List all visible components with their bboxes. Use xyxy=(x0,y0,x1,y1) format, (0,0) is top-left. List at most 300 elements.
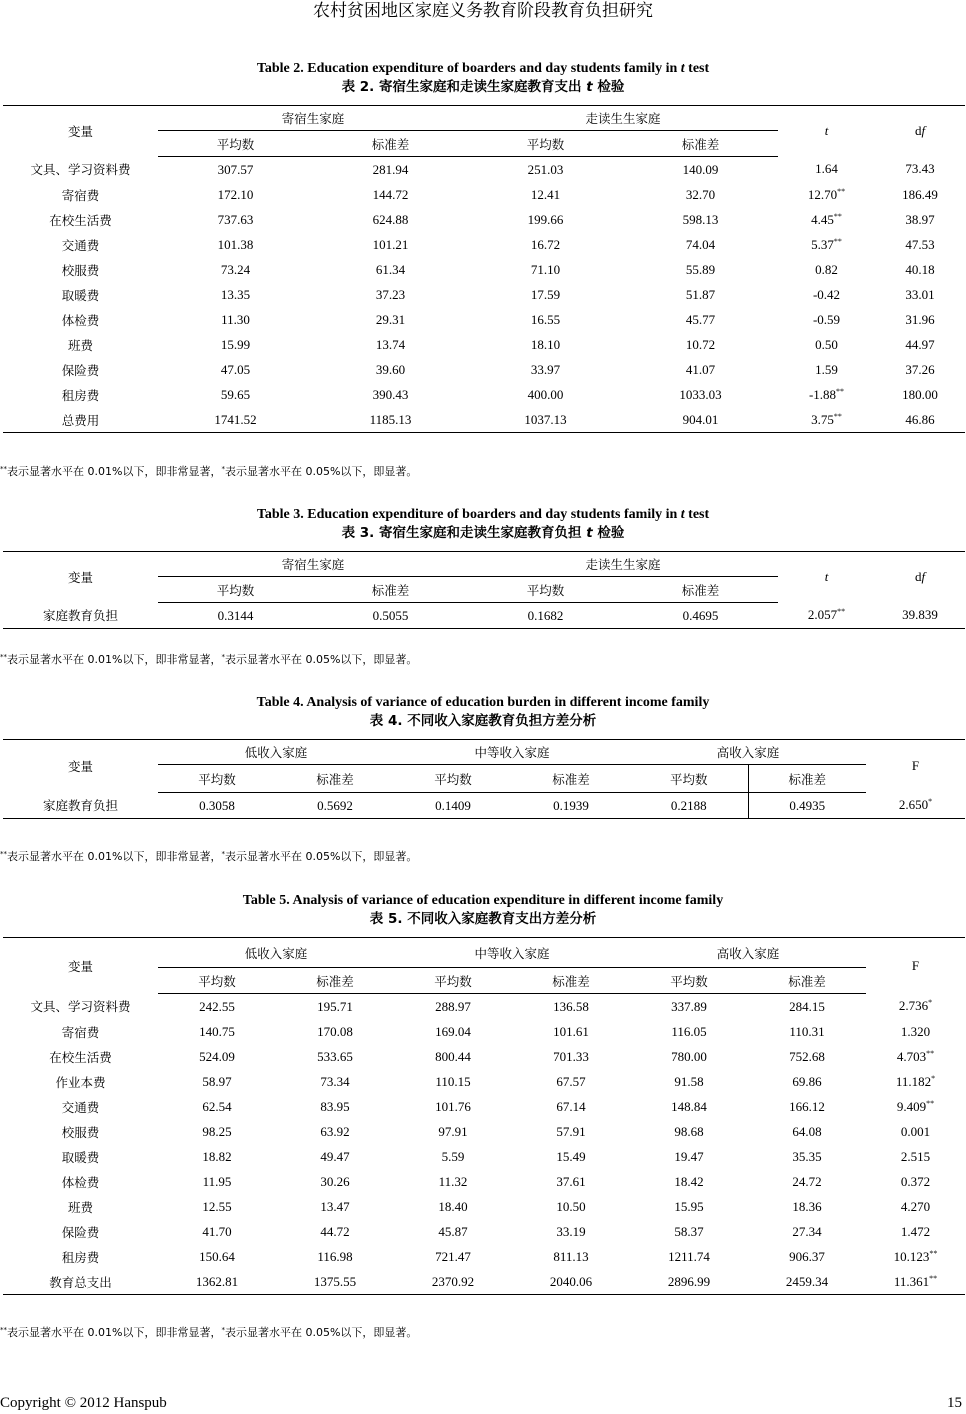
table-row xyxy=(3,1019,965,1044)
header-mean: 平均数 xyxy=(158,968,276,994)
table-3-note: **表示显著水平在 0.01%以下，即非常显著，*表示显著水平在 0.05%以下，即显著。 xyxy=(0,653,418,666)
table-3-caption-zh: 表 3. 寄宿生家庭和走读生家庭教育负担 t 检验 xyxy=(341,525,625,541)
table-5-caption-en: Table 5. Analysis of variance of education expenditure in different income family xyxy=(242,893,724,908)
significance-mark: ** xyxy=(833,211,842,221)
row-label: 寄宿费 xyxy=(61,187,100,203)
row-label: 交通费 xyxy=(61,237,100,253)
header-group-low-income: 低收入家庭 xyxy=(158,938,394,968)
cell-df: 46.86 xyxy=(875,407,965,433)
statistic-value: 2.057 xyxy=(807,607,838,623)
header-mean: 平均数 xyxy=(630,968,748,994)
table-row xyxy=(3,1119,965,1144)
cell-value: 41.07 xyxy=(685,361,716,377)
cell-value: 780.00 xyxy=(671,1048,707,1064)
row-label: 校服费 xyxy=(61,262,100,278)
row-label: 保险费 xyxy=(61,362,100,378)
cell-value: 41.70 xyxy=(202,1223,232,1239)
cell-value: 101.38 xyxy=(217,236,254,252)
cell-value: 1362.81 xyxy=(158,1269,276,1295)
row-label: 租房费 xyxy=(61,387,100,403)
cell-value: 35.35 xyxy=(792,1148,822,1164)
cell-value: 18.82 xyxy=(202,1148,232,1164)
cell-statistic xyxy=(866,1044,965,1069)
header-df: df xyxy=(875,552,965,603)
significance-mark: ** xyxy=(926,1048,935,1058)
cell-df: 33.01 xyxy=(905,286,935,302)
cell-value: 148.84 xyxy=(671,1098,707,1114)
header-variable: 变量 xyxy=(3,552,158,603)
cell-value: 752.68 xyxy=(789,1048,825,1064)
table-row xyxy=(3,257,965,282)
cell-value: 904.01 xyxy=(623,407,778,433)
row-label: 文具、学习资料费 xyxy=(30,162,131,178)
cell-value: 110.15 xyxy=(435,1073,471,1089)
cell-statistic xyxy=(866,793,965,819)
cell-value: 15.49 xyxy=(556,1148,586,1164)
cell-statistic xyxy=(778,407,875,433)
cell-statistic xyxy=(778,157,875,183)
cell-value: 737.63 xyxy=(217,211,254,227)
cell-value: 195.71 xyxy=(317,998,353,1014)
cell-value: 58.37 xyxy=(674,1223,704,1239)
cell-value: 172.10 xyxy=(217,186,254,202)
cell-value: 110.31 xyxy=(789,1023,825,1039)
cell-value: 1033.03 xyxy=(679,386,722,402)
cell-statistic xyxy=(778,307,875,332)
statistic-value: 5.37 xyxy=(811,236,834,252)
cell-value: 33.19 xyxy=(556,1223,586,1239)
header-group-day-students: 走读生生家庭 xyxy=(468,106,778,131)
table-2-caption-zh: 表 2. 寄宿生家庭和走读生家庭教育支出 t 检验 xyxy=(341,79,625,95)
cell-value: 37.61 xyxy=(556,1173,586,1189)
cell-value: 598.13 xyxy=(682,211,719,227)
table-2-block xyxy=(0,60,966,433)
header-mean: 平均数 xyxy=(158,577,313,603)
table-2-caption-en: Table 2. Education expenditure of boarders and day students family in t test xyxy=(256,61,710,76)
significance-mark: ** xyxy=(837,607,846,617)
cell-value: 524.09 xyxy=(199,1048,235,1064)
header-mean: 平均数 xyxy=(158,131,313,157)
cell-statistic xyxy=(778,382,875,407)
statistic-value: 0.001 xyxy=(900,1123,931,1139)
cell-value: 97.91 xyxy=(438,1123,468,1139)
cell-value: 69.86 xyxy=(792,1073,822,1089)
row-label: 在校生活费 xyxy=(49,1049,112,1065)
cell-value: 45.87 xyxy=(438,1223,468,1239)
header-mean: 平均数 xyxy=(468,577,623,603)
cell-value: 1211.74 xyxy=(668,1248,710,1264)
header-sd: 标准差 xyxy=(748,765,866,793)
cell-value: 288.97 xyxy=(435,998,471,1014)
significance-mark: ** xyxy=(929,1273,938,1283)
table-row xyxy=(3,1269,965,1295)
statistic-value: -0.59 xyxy=(812,311,841,327)
cell-df: 37.26 xyxy=(905,361,935,377)
cell-value: 73.34 xyxy=(320,1073,350,1089)
table-row xyxy=(3,603,965,629)
statistic-value: 2.736 xyxy=(898,998,929,1014)
cell-value: 98.25 xyxy=(202,1123,232,1139)
cell-df: 40.18 xyxy=(905,261,935,277)
statistic-value: 10.123 xyxy=(893,1248,930,1264)
table-5-block xyxy=(0,892,966,1295)
cell-value: 59.65 xyxy=(220,386,251,402)
cell-df: 38.97 xyxy=(905,211,935,227)
cell-statistic xyxy=(778,207,875,232)
header-group-middle-income: 中等收入家庭 xyxy=(394,740,630,765)
cell-value: 0.1939 xyxy=(512,793,630,819)
table-4-note: **表示显著水平在 0.01%以下，即非常显著，*表示显著水平在 0.05%以下，即显著。 xyxy=(0,850,418,863)
table-row xyxy=(3,207,965,232)
cell-value: 45.77 xyxy=(685,311,716,327)
table-4-caption-en: Table 4. Analysis of variance of education burden in different income family xyxy=(256,695,710,710)
row-label: 班费 xyxy=(67,1199,93,1215)
cell-value: 73.24 xyxy=(220,261,251,277)
cell-value: 116.98 xyxy=(317,1248,353,1264)
cell-value: 16.55 xyxy=(530,311,561,327)
statistic-value: 9.409 xyxy=(896,1098,927,1114)
header-sd: 标准差 xyxy=(276,968,394,994)
cell-value: 101.76 xyxy=(435,1098,471,1114)
table-row xyxy=(3,307,965,332)
cell-value: 170.08 xyxy=(317,1023,353,1039)
table-5-caption-zh: 表 5. 不同收入家庭教育支出方差分析 xyxy=(369,911,597,927)
cell-value: 15.95 xyxy=(674,1198,704,1214)
table-row xyxy=(3,357,965,382)
cell-value: 74.04 xyxy=(685,236,716,252)
header-sd: 标准差 xyxy=(623,577,778,603)
header-group-boarders: 寄宿生家庭 xyxy=(158,552,468,577)
cell-statistic xyxy=(866,1244,965,1269)
cell-value: 13.74 xyxy=(375,336,406,352)
cell-value: 64.08 xyxy=(792,1123,822,1139)
cell-statistic xyxy=(866,1169,965,1194)
cell-value: 18.36 xyxy=(792,1198,822,1214)
statistic-value: 2.650 xyxy=(898,797,929,813)
cell-value: 2370.92 xyxy=(394,1269,512,1295)
row-label: 校服费 xyxy=(61,1124,100,1140)
cell-statistic xyxy=(778,257,875,282)
cell-value: 98.68 xyxy=(674,1123,704,1139)
cell-value: 37.23 xyxy=(375,286,406,302)
statistic-value: 3.75 xyxy=(811,411,834,427)
cell-value: 18.10 xyxy=(530,336,561,352)
table-row xyxy=(3,994,965,1020)
significance-mark: ** xyxy=(833,411,842,421)
cell-value: 1741.52 xyxy=(158,407,313,433)
cell-value: 166.12 xyxy=(789,1098,825,1114)
statistic-value: 4.45 xyxy=(811,211,834,227)
header-group-day-students: 走读生生家庭 xyxy=(468,552,778,577)
cell-value: 71.10 xyxy=(530,261,561,277)
header-sd: 标准差 xyxy=(276,765,394,793)
cell-value: 0.4935 xyxy=(748,793,866,819)
table-row xyxy=(3,793,965,819)
cell-value: 0.2188 xyxy=(630,793,748,819)
header-mean: 平均数 xyxy=(630,765,748,793)
cell-value: 701.33 xyxy=(553,1048,589,1064)
cell-value: 101.61 xyxy=(553,1023,589,1039)
header-group-high-income: 高收入家庭 xyxy=(630,740,866,765)
table-row xyxy=(3,282,965,307)
cell-statistic xyxy=(866,1144,965,1169)
cell-value: 10.72 xyxy=(685,336,716,352)
table-2 xyxy=(3,105,965,433)
cell-value: 2896.99 xyxy=(630,1269,748,1295)
cell-statistic xyxy=(866,1069,965,1094)
table-row xyxy=(3,1094,965,1119)
header-variable: 变量 xyxy=(3,938,158,994)
cell-value: 0.5055 xyxy=(313,603,468,629)
cell-statistic xyxy=(778,282,875,307)
significance-mark: ** xyxy=(929,1248,938,1258)
header-t: t xyxy=(778,552,875,603)
cell-value: 906.37 xyxy=(789,1248,825,1264)
cell-value: 307.57 xyxy=(217,161,254,177)
cell-statistic xyxy=(866,994,965,1020)
header-sd: 标准差 xyxy=(313,131,468,157)
cell-value: 811.13 xyxy=(553,1248,589,1264)
cell-value: 18.40 xyxy=(438,1198,468,1214)
row-label: 家庭教育负担 xyxy=(3,793,158,819)
row-label: 体检费 xyxy=(61,312,100,328)
header-f: F xyxy=(866,938,965,994)
cell-value: 83.95 xyxy=(320,1098,350,1114)
cell-statistic xyxy=(866,1094,965,1119)
table-row xyxy=(3,1194,965,1219)
cell-value: 140.75 xyxy=(199,1023,235,1039)
cell-df: 44.97 xyxy=(905,336,935,352)
cell-value: 144.72 xyxy=(372,186,409,202)
table-row xyxy=(3,407,965,433)
cell-value: 17.59 xyxy=(530,286,561,302)
cell-value: 400.00 xyxy=(527,386,564,402)
table-row xyxy=(3,1069,965,1094)
cell-value: 1037.13 xyxy=(468,407,623,433)
statistic-value: 0.50 xyxy=(815,336,838,352)
header-variable: 变量 xyxy=(3,740,158,793)
cell-value: 2040.06 xyxy=(512,1269,630,1295)
cell-value: 67.57 xyxy=(556,1073,586,1089)
cell-value: 390.43 xyxy=(372,386,409,402)
cell-value: 284.15 xyxy=(789,998,825,1014)
table-3-block xyxy=(0,506,966,629)
cell-value: 101.21 xyxy=(372,236,409,252)
footer-copyright: Copyright © 2012 Hanspub xyxy=(0,1395,167,1411)
cell-value: 47.05 xyxy=(220,361,251,377)
cell-value: 13.47 xyxy=(320,1198,350,1214)
cell-value: 12.41 xyxy=(530,186,561,202)
table-row xyxy=(3,382,965,407)
table-row xyxy=(3,1144,965,1169)
cell-value: 624.88 xyxy=(372,211,409,227)
cell-df: 180.00 xyxy=(902,386,938,402)
statistic-value: 1.59 xyxy=(815,361,838,377)
cell-value: 32.70 xyxy=(685,186,716,202)
cell-statistic xyxy=(778,332,875,357)
cell-value: 63.92 xyxy=(320,1123,350,1139)
cell-value: 61.34 xyxy=(375,261,406,277)
header-df: df xyxy=(875,106,965,157)
cell-value: 91.58 xyxy=(674,1073,704,1089)
cell-value: 57.91 xyxy=(556,1123,586,1139)
cell-value: 0.1409 xyxy=(394,793,512,819)
header-sd: 标准差 xyxy=(623,131,778,157)
statistic-value: 4.270 xyxy=(900,1198,931,1214)
cell-value: 150.64 xyxy=(199,1248,235,1264)
significance-mark: ** xyxy=(836,386,845,396)
significance-mark: * xyxy=(928,998,933,1008)
statistic-value: 4.703 xyxy=(896,1048,927,1064)
cell-value: 199.66 xyxy=(527,211,564,227)
cell-value: 1375.55 xyxy=(276,1269,394,1295)
cell-value: 11.95 xyxy=(202,1173,232,1189)
statistic-value: 12.70 xyxy=(807,186,838,202)
row-label: 班费 xyxy=(67,337,93,353)
cell-value: 251.03 xyxy=(527,161,564,177)
table-4 xyxy=(3,739,965,819)
header-group-middle-income: 中等收入家庭 xyxy=(394,938,630,968)
header-group-high-income: 高收入家庭 xyxy=(630,938,866,968)
row-label: 体检费 xyxy=(61,1174,100,1190)
cell-value: 67.14 xyxy=(556,1098,586,1114)
table-row xyxy=(3,1044,965,1069)
cell-value: 49.47 xyxy=(320,1148,350,1164)
cell-statistic xyxy=(778,232,875,257)
cell-value: 11.32 xyxy=(438,1173,468,1189)
table-row xyxy=(3,157,965,183)
cell-value: 140.09 xyxy=(682,161,719,177)
row-label: 保险费 xyxy=(61,1224,100,1240)
statistic-value: 1.320 xyxy=(900,1023,931,1039)
cell-statistic xyxy=(866,1194,965,1219)
cell-value: 0.4695 xyxy=(623,603,778,629)
row-label: 家庭教育负担 xyxy=(3,603,158,629)
table-row xyxy=(3,182,965,207)
header-group-boarders: 寄宿生家庭 xyxy=(158,106,468,131)
statistic-value: 0.372 xyxy=(900,1173,931,1189)
table-4-caption-zh: 表 4. 不同收入家庭教育负担方差分析 xyxy=(369,713,597,729)
cell-value: 58.97 xyxy=(202,1073,232,1089)
cell-value: 116.05 xyxy=(671,1023,707,1039)
table-3 xyxy=(3,551,965,629)
cell-value: 27.34 xyxy=(792,1223,822,1239)
statistic-value: 11.182 xyxy=(895,1073,932,1089)
header-sd: 标准差 xyxy=(748,968,866,994)
cell-value: 337.89 xyxy=(671,998,707,1014)
table-row xyxy=(3,332,965,357)
statistic-value: -0.42 xyxy=(812,286,841,302)
significance-mark: * xyxy=(931,1073,936,1083)
running-head: 农村贫困地区家庭义务教育阶段教育负担研究 xyxy=(313,1,653,21)
page-number: 15 xyxy=(947,1395,962,1411)
cell-value: 13.35 xyxy=(220,286,251,302)
significance-mark: * xyxy=(928,797,933,807)
cell-value: 0.3058 xyxy=(158,793,276,819)
significance-mark: ** xyxy=(833,236,842,246)
cell-statistic xyxy=(866,1119,965,1144)
cell-value: 169.04 xyxy=(435,1023,471,1039)
cell-statistic xyxy=(778,357,875,382)
cell-statistic xyxy=(866,1019,965,1044)
cell-value: 51.87 xyxy=(685,286,716,302)
header-mean: 平均数 xyxy=(394,968,512,994)
cell-value: 721.47 xyxy=(435,1248,471,1264)
table-row xyxy=(3,1244,965,1269)
row-label: 文具、学习资料费 xyxy=(30,999,131,1015)
cell-value: 136.58 xyxy=(553,998,589,1014)
cell-value: 11.30 xyxy=(221,311,250,327)
header-mean: 平均数 xyxy=(158,765,276,793)
significance-mark: ** xyxy=(926,1098,935,1108)
cell-value: 281.94 xyxy=(372,161,409,177)
cell-value: 242.55 xyxy=(199,998,235,1014)
header-sd: 标准差 xyxy=(512,765,630,793)
cell-value: 800.44 xyxy=(435,1048,471,1064)
cell-value: 10.50 xyxy=(556,1198,586,1214)
row-label: 教育总支出 xyxy=(3,1269,158,1295)
cell-value: 0.1682 xyxy=(468,603,623,629)
cell-value: 24.72 xyxy=(792,1173,822,1189)
row-label: 交通费 xyxy=(61,1099,100,1115)
cell-value: 15.99 xyxy=(220,336,251,352)
header-f: F xyxy=(866,740,965,793)
header-mean: 平均数 xyxy=(468,131,623,157)
cell-df: 73.43 xyxy=(905,161,935,177)
table-4-block xyxy=(0,694,966,819)
row-label: 租房费 xyxy=(61,1249,100,1265)
cell-value: 44.72 xyxy=(320,1223,350,1239)
cell-statistic xyxy=(866,1219,965,1244)
cell-value: 5.59 xyxy=(441,1148,465,1164)
row-label: 总费用 xyxy=(3,407,158,433)
row-label: 作业本费 xyxy=(55,1074,106,1090)
row-label: 取暖费 xyxy=(61,287,100,303)
cell-value: 62.54 xyxy=(202,1098,232,1114)
statistic-value: 1.64 xyxy=(815,161,838,177)
cell-value: 533.65 xyxy=(317,1048,353,1064)
header-t: t xyxy=(778,106,875,157)
statistic-value: 2.515 xyxy=(900,1148,931,1164)
header-variable: 变量 xyxy=(3,106,158,157)
cell-value: 12.55 xyxy=(202,1198,232,1214)
table-row xyxy=(3,1219,965,1244)
row-label: 寄宿费 xyxy=(61,1024,100,1040)
cell-statistic xyxy=(778,603,875,629)
header-sd: 标准差 xyxy=(313,577,468,603)
statistic-value: 1.472 xyxy=(900,1223,931,1239)
cell-value: 55.89 xyxy=(685,261,716,277)
table-2-note: **表示显著水平在 0.01%以下，即非常显著，*表示显著水平在 0.05%以下，即显著。 xyxy=(0,465,418,478)
cell-value: 18.42 xyxy=(674,1173,704,1189)
row-label: 在校生活费 xyxy=(49,212,112,228)
cell-df: 186.49 xyxy=(902,186,938,202)
cell-value: 16.72 xyxy=(530,236,561,252)
table-row xyxy=(3,1169,965,1194)
cell-statistic xyxy=(866,1269,965,1295)
statistic-value: 11.361 xyxy=(893,1273,930,1289)
table-5-note: **表示显著水平在 0.01%以下，即非常显著，*表示显著水平在 0.05%以下，即显著。 xyxy=(0,1326,418,1339)
table-5 xyxy=(3,937,965,1295)
row-label: 取暖费 xyxy=(61,1149,100,1165)
cell-value: 30.26 xyxy=(320,1173,350,1189)
cell-value: 1185.13 xyxy=(313,407,468,433)
cell-value: 19.47 xyxy=(674,1148,704,1164)
significance-mark: ** xyxy=(837,186,846,196)
cell-value: 39.60 xyxy=(375,361,406,377)
cell-value: 2459.34 xyxy=(748,1269,866,1295)
cell-df: 47.53 xyxy=(905,236,935,252)
